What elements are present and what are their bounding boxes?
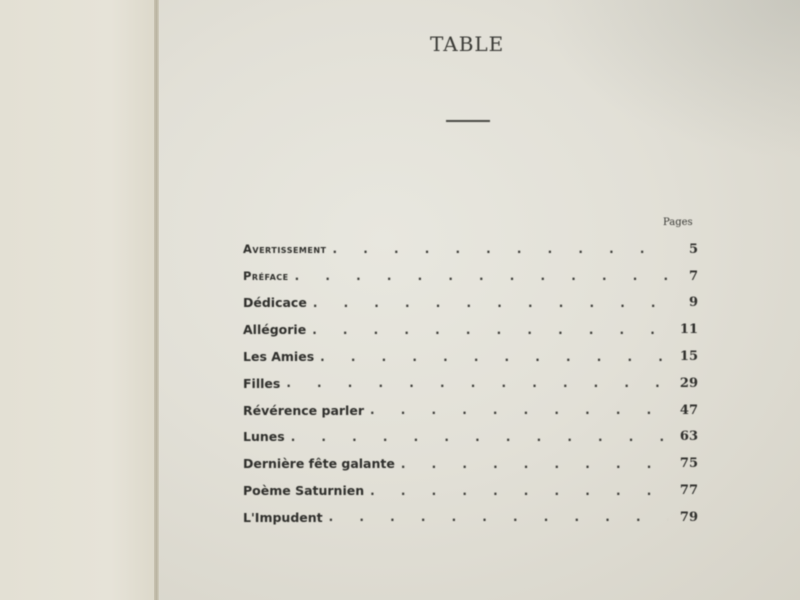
table-of-contents [243, 236, 698, 531]
toc-leader-dots [291, 430, 668, 444]
toc-leader-dots [329, 510, 668, 524]
page-title: TABLE [430, 32, 505, 56]
toc-leader-dots [370, 484, 668, 498]
toc-entry [243, 290, 698, 317]
toc-leader-dots [333, 242, 669, 256]
toc-entry-page: 15 [679, 349, 698, 365]
toc-entry [243, 450, 698, 477]
left-page [0, 0, 158, 600]
toc-entry-title: Dernière fête galante [243, 456, 395, 472]
toc-entry-title: Filles [243, 375, 281, 391]
toc-entry [243, 316, 698, 343]
toc-leader-dots [295, 269, 668, 283]
toc-entry-title: Poème Saturnien [243, 483, 365, 499]
toc-entry-title: Lunes [243, 429, 285, 445]
toc-entry-page: 79 [679, 509, 698, 525]
toc-entry [243, 263, 698, 290]
toc-entry [243, 370, 698, 397]
toc-entry-title: L'Impudent [243, 509, 323, 525]
toc-entry [243, 504, 698, 531]
toc-entry-title: Avertissement [243, 242, 327, 257]
toc-entry-title: Les Amies [243, 349, 315, 365]
toc-entry-title: Allégorie [243, 322, 307, 338]
toc-entry [243, 343, 698, 370]
page-shadow [540, 0, 800, 160]
toc-leader-dots [312, 323, 668, 337]
toc-entry-page: 77 [679, 483, 698, 499]
toc-entry-title: Dédicace [243, 295, 307, 311]
toc-entry-page: 7 [688, 268, 698, 284]
toc-entry-page: 11 [679, 322, 698, 338]
toc-entry-page: 5 [688, 241, 698, 257]
toc-entry [243, 477, 698, 504]
toc-entry-page: 63 [679, 429, 698, 445]
toc-leader-dots [320, 350, 668, 364]
pages-column-header: Pages [663, 217, 693, 228]
toc-entry-page: 75 [679, 456, 698, 472]
toc-entry-page: 47 [679, 402, 698, 418]
toc-leader-dots [313, 296, 668, 310]
toc-entry [243, 236, 698, 263]
toc-leader-dots [370, 403, 668, 417]
toc-entry-title: Révérence parler [243, 402, 364, 418]
toc-leader-dots [401, 457, 668, 471]
toc-entry-page: 9 [688, 295, 698, 311]
toc-entry [243, 397, 698, 424]
toc-leader-dots [286, 376, 668, 390]
toc-entry-title: Préface [243, 269, 289, 284]
toc-entry-page: 29 [679, 375, 698, 391]
toc-entry [243, 424, 698, 451]
title-rule [446, 120, 490, 122]
